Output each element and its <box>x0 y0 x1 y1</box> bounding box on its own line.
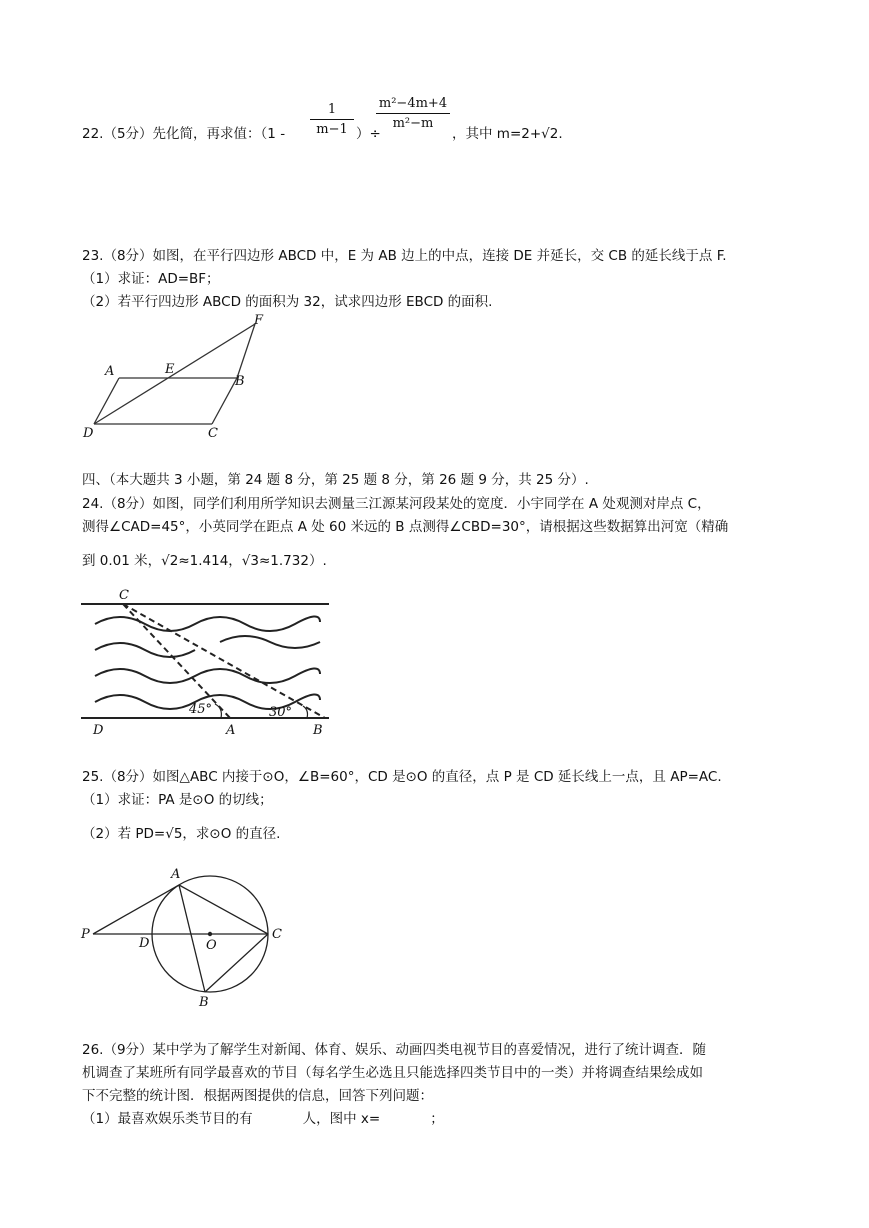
q22-fraction-2 <box>376 96 450 131</box>
q26-line1: 26.（9分）某中学为了解学生对新闻、体育、娱乐、动画四类电视节目的喜爱情况，进行了统计调查．随 <box>82 1042 707 1058</box>
label-B: B <box>199 995 209 1008</box>
label-P: P <box>81 927 90 942</box>
label-F: F <box>254 313 264 328</box>
section-4-heading: 四、（本大题共 3 小题，第 24 题 8 分，第 25 题 8 分，第 26 题 9 分，共 25 分）. <box>82 472 589 488</box>
q22-frac2-numerator: m²−4m+4 <box>378 96 448 111</box>
q22-mid: ）÷ <box>356 126 381 142</box>
q22-frac1-numerator: 1 <box>327 102 337 117</box>
label-B: B <box>313 723 323 738</box>
q22-suffix: ，其中 m=2+√2. <box>452 126 563 142</box>
q22-prefix: 22.（5分）先化简，再求值：（1 - <box>82 126 286 142</box>
q24-line1: 24.（8分）如图，同学们利用所学知识去测量三江源某河段某处的宽度．小宇同学在 A 处观测对岸点 C， <box>82 496 711 512</box>
q24-line3: 到 0.01 米，√2≈1.414，√3≈1.732）. <box>82 553 327 569</box>
label-E: E <box>165 362 175 377</box>
label-A: A <box>171 867 181 882</box>
q26-line2: 机调查了某班所有同学最喜欢的节目（每名学生必选且只能选择四类节目中的一类）并将调查结果绘成如 <box>82 1065 703 1081</box>
q25-stem: 25.（8分）如图△ABC 内接于⊙O，∠B=60°，CD 是⊙O 的直径，点 P 是 CD 延长线上一点，且 AP=AC. <box>82 769 722 785</box>
q25-part1: （1）求证：PA 是⊙O 的切线； <box>82 792 273 808</box>
label-O: O <box>206 938 217 953</box>
q22-frac2-denominator: m²−m <box>392 116 434 131</box>
label-A: A <box>105 364 115 379</box>
q26-part1 <box>82 1109 444 1129</box>
q26-part1-c: ； <box>430 1111 444 1127</box>
label-A: A <box>226 723 236 738</box>
label-C: C <box>272 927 282 942</box>
parallelogram-figure <box>75 310 275 445</box>
label-D: D <box>83 426 94 441</box>
label-D: D <box>139 936 150 951</box>
circle-figure <box>75 858 295 1008</box>
label-B: B <box>235 374 245 389</box>
q25-part2: （2）若 PD=√5，求⊙O 的直径. <box>82 826 281 842</box>
q23-part1: （1）求证：AD=BF； <box>82 271 220 287</box>
q26-line3: 下不完整的统计图．根据两图提供的信息，回答下列问题： <box>82 1088 433 1104</box>
q22-fraction-1 <box>310 102 354 137</box>
label-C: C <box>119 588 129 603</box>
q23-stem: 23.（8分）如图，在平行四边形 ABCD 中，E 为 AB 边上的中点，连接 DE 并延长，交 CB 的延长线于点 F. <box>82 248 727 264</box>
q26-part1-a: （1）最喜欢娱乐类节目的有 <box>82 1111 253 1127</box>
label-D: D <box>93 723 104 738</box>
angle-30-label: 30° <box>269 705 293 720</box>
angle-45-label: 45° <box>189 702 213 717</box>
q22-frac1-denominator: m−1 <box>316 122 348 137</box>
q23-part2: （2）若平行四边形 ABCD 的面积为 32，试求四边形 EBCD 的面积. <box>82 294 493 310</box>
q26-part1-b: 人，图中 x= <box>302 1111 381 1127</box>
q24-line2: 测得∠CAD=45°，小英同学在距点 A 处 60 米远的 B 点测得∠CBD=30°，请根据这些数据算出河宽（精确 <box>82 519 729 535</box>
label-C: C <box>208 426 218 441</box>
river-figure <box>75 582 345 742</box>
